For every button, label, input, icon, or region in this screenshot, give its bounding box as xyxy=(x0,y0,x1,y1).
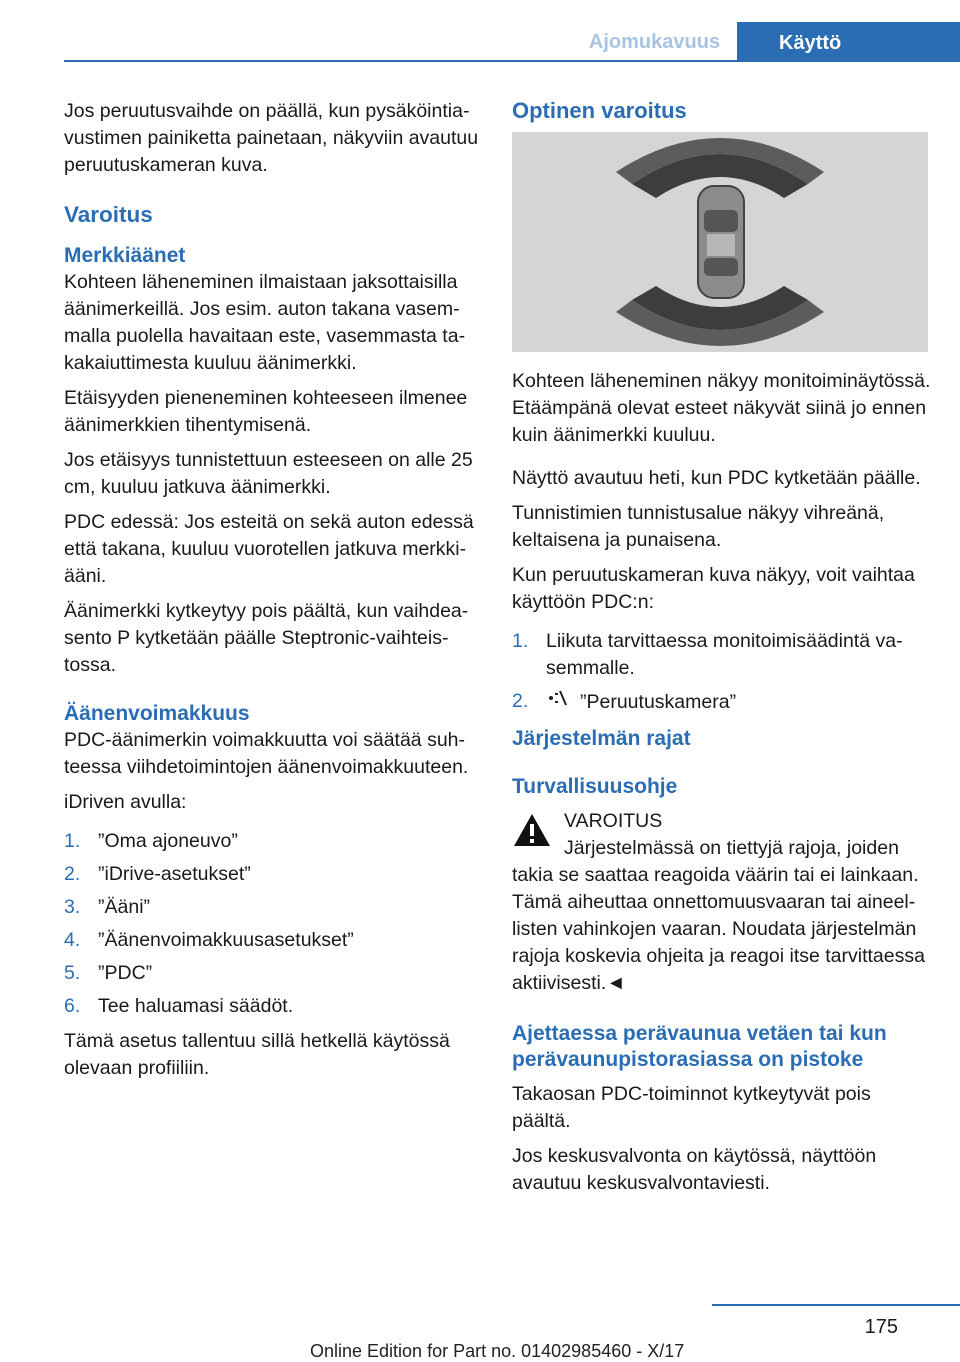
step-number: 1. xyxy=(512,630,529,652)
step-number: 6. xyxy=(64,995,81,1017)
list-item xyxy=(512,688,932,716)
settings-steps xyxy=(64,828,480,1020)
step-text: ”Äänenvoimakkuusasetukset” xyxy=(98,929,354,951)
heading-aanenvoimakkuus: Äänenvoimakkuus xyxy=(64,702,250,725)
list-item xyxy=(512,628,932,682)
step-number: 4. xyxy=(64,929,81,951)
step-text: ”Peruutuskamera” xyxy=(580,691,737,713)
camera-icon xyxy=(546,688,568,716)
left-column xyxy=(64,98,480,1090)
step-number: 3. xyxy=(64,896,81,918)
list-item xyxy=(64,927,480,954)
warning-title: VAROITUS xyxy=(564,810,663,832)
paragraph: Etäisyyden pieneneminen kohteeseen ilmenee äänimerkkien tihentymisenä. xyxy=(64,387,468,436)
step-number: 5. xyxy=(64,962,81,984)
header-rule xyxy=(64,60,960,62)
heading-turvallisuusohje: Turvallisuusohje xyxy=(512,775,678,798)
paragraph: Takaosan PDC-toiminnot kytkeytyvät pois päältä. xyxy=(512,1083,871,1132)
edition-footer: Online Edition for Part no. 01402985460 - X/17 xyxy=(310,1341,685,1361)
intro-paragraph: Jos peruutusvaihde on päällä, kun pysäköintiavustimen painiketta painetaan, näkyviin avautuu peruutuskameran kuva. xyxy=(64,100,479,176)
step-text: ”iDrive-asetukset” xyxy=(98,863,251,885)
step-number: 2. xyxy=(512,690,529,712)
list-item xyxy=(64,993,480,1020)
step-text: ”Ääni” xyxy=(98,896,151,918)
list-item xyxy=(64,861,480,888)
warning-text: Järjestelmässä on tiettyjä rajoja, joiden takia se saattaa reagoida väärin tai ei lainkaan. Tämä aiheuttaa onnettomuusvaaran tai aineellisten vahinkojen vaaran. Noudata järjestelmän rajoja koskevia ohjeita ja reagoi itse tarvittaessa aktiivisesti.◄ xyxy=(512,837,925,994)
right-column xyxy=(512,98,932,1205)
list-item xyxy=(64,960,480,987)
header-section: Ajomukavuus xyxy=(588,31,721,53)
step-text: Tee haluamasi säädöt. xyxy=(98,995,294,1017)
warning-icon xyxy=(512,812,552,856)
step-text: ”Oma ajoneuvo” xyxy=(98,830,238,852)
heading-varoitus: Varoitus xyxy=(64,202,153,227)
pdc-steps xyxy=(512,628,932,716)
paragraph: Kohteen läheneminen ilmaistaan jaksottaisilla äänimerkeillä. Jos esim. auton takana vasemmalla puolella havaitaan este, vasemmasta takakaiuttimesta kuuluu äänimerkki. xyxy=(64,271,466,374)
paragraph: Jos etäisyys tunnistettuun esteeseen on alle 25 cm, kuuluu jatkuva äänimerkki. xyxy=(64,449,473,498)
paragraph: Näyttö avautuu heti, kun PDC kytketään päälle. xyxy=(512,467,921,489)
paragraph: Äänimerkki kytkeytyy pois päältä, kun vaihdeasento P kytketään päälle Steptronic-vaihteistossa. xyxy=(64,600,469,676)
pdc-car-illustration xyxy=(512,132,928,352)
list-item xyxy=(64,894,480,921)
pdc-figure xyxy=(512,132,928,352)
page-number: 175 xyxy=(864,1316,898,1338)
heading-peravaunu: Ajettaessa perävaunua vetäen tai kun perävaunupistorasiassa on pistoke xyxy=(512,1022,887,1071)
footer-rule xyxy=(712,1304,960,1306)
heading-optinen-varoitus: Optinen varoitus xyxy=(512,98,687,123)
paragraph: Tämä asetus tallentuu sillä hetkellä käytössä olevaan profiiliin. xyxy=(64,1030,450,1079)
step-number: 1. xyxy=(64,830,81,852)
header-chapter: Käyttö xyxy=(737,22,960,62)
paragraph: iDriven avulla: xyxy=(64,791,187,813)
list-item xyxy=(64,828,480,855)
step-text: ”PDC” xyxy=(98,962,153,984)
paragraph: PDC-äänimerkin voimakkuutta voi säätää suhteessa viihdetoimintojen äänenvoimakkuuteen. xyxy=(64,729,469,778)
paragraph: Kohteen läheneminen näkyy monitoiminäytössä. Etäämpänä olevat esteet näkyvät siinä jo ennen kuin äänimerkki kuuluu. xyxy=(512,370,931,446)
step-text: Liikuta tarvittaessa monitoimisäädintä vasemmalle. xyxy=(546,630,903,679)
paragraph: Kun peruutuskameran kuva näkyy, voit vaihtaa käyttöön PDC:n: xyxy=(512,564,915,613)
step-number: 2. xyxy=(64,863,81,885)
paragraph: PDC edessä: Jos esteitä on sekä auton edessä että takana, kuuluu vuorotellen jatkuva merkkiääni. xyxy=(64,511,474,587)
heading-merkkiaanet: Merkkiäänet xyxy=(64,244,186,267)
paragraph: Jos keskusvalvonta on käytössä, näyttöön avautuu keskusvalvontaviesti. xyxy=(512,1145,877,1194)
paragraph: Tunnistimien tunnistusalue näkyy vihreänä, keltaisena ja punaisena. xyxy=(512,502,885,551)
warning-box xyxy=(512,808,932,997)
heading-jarjestelman-rajat: Järjestelmän rajat xyxy=(512,727,691,750)
